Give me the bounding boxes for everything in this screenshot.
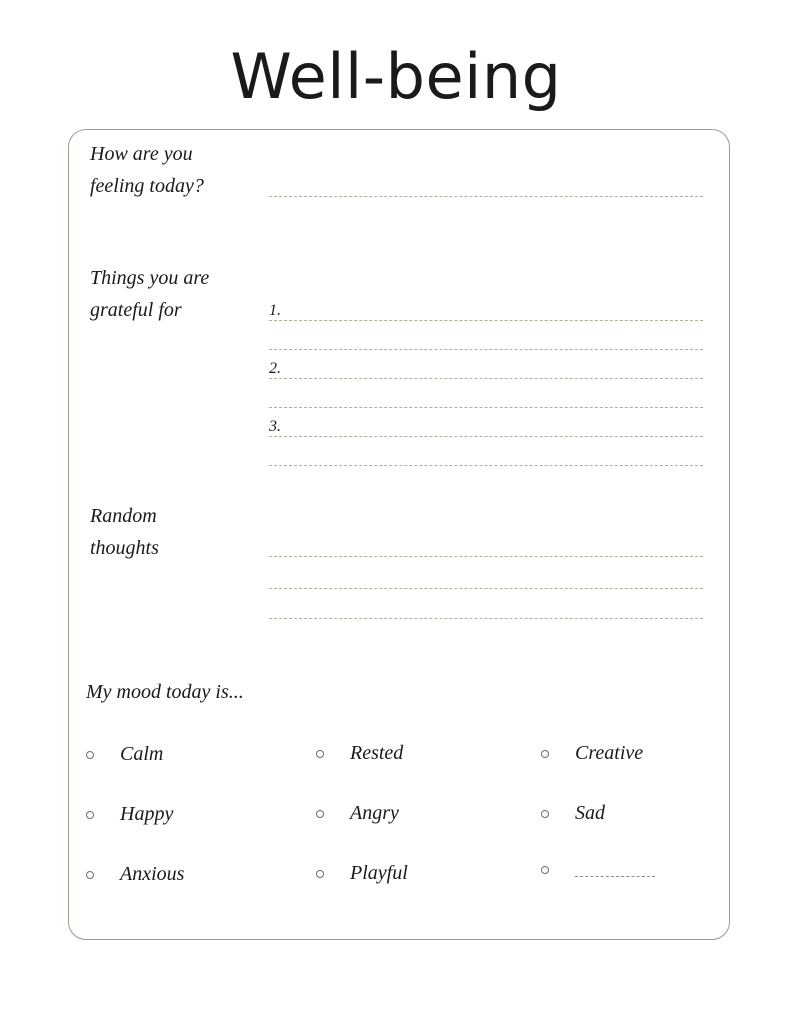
- mood-option-label: Calm: [120, 743, 164, 765]
- random-thoughts-line[interactable]: [269, 556, 703, 557]
- grateful-number-1: 1.: [269, 302, 281, 319]
- mood-option-happy[interactable]: [86, 803, 173, 826]
- mood-option-angry[interactable]: [316, 802, 399, 825]
- mood-option-label: Playful: [350, 862, 408, 884]
- mood-option-anxious[interactable]: [86, 863, 184, 886]
- feeling-label: How are you feeling today?: [90, 143, 204, 197]
- radio-circle-icon[interactable]: [541, 750, 549, 758]
- radio-circle-icon[interactable]: [316, 870, 324, 878]
- mood-option-custom[interactable]: [541, 862, 655, 877]
- mood-option-label: Anxious: [120, 863, 185, 885]
- mood-option-label: Creative: [575, 742, 644, 764]
- grateful-number-3: 3.: [269, 418, 281, 435]
- grateful-line[interactable]: [269, 436, 703, 437]
- mood-title: My mood today is...: [86, 681, 244, 703]
- radio-circle-icon[interactable]: [86, 871, 94, 879]
- mood-option-rested[interactable]: [316, 742, 403, 765]
- radio-circle-icon[interactable]: [541, 810, 549, 818]
- grateful-line[interactable]: [269, 320, 703, 321]
- radio-circle-icon[interactable]: [316, 810, 324, 818]
- mood-option-sad[interactable]: [541, 802, 605, 825]
- grateful-line[interactable]: [269, 465, 703, 466]
- mood-option-label: Angry: [350, 802, 399, 824]
- page-title: Well-being: [230, 40, 562, 113]
- radio-circle-icon[interactable]: [541, 866, 549, 874]
- mood-option-label: Sad: [575, 802, 605, 824]
- radio-circle-icon[interactable]: [86, 751, 94, 759]
- radio-circle-icon[interactable]: [316, 750, 324, 758]
- mood-option-playful[interactable]: [316, 862, 408, 885]
- grateful-line[interactable]: [269, 407, 703, 408]
- random-thoughts-label: Random thoughts: [90, 505, 159, 559]
- mood-option-label: Rested: [350, 742, 404, 764]
- random-thoughts-line[interactable]: [269, 618, 703, 619]
- grateful-line[interactable]: [269, 349, 703, 350]
- feeling-answer-line[interactable]: [269, 196, 703, 197]
- mood-option-label: Happy: [120, 803, 174, 825]
- random-thoughts-line[interactable]: [269, 588, 703, 589]
- custom-mood-line[interactable]: [575, 876, 655, 877]
- grateful-label: Things you are grateful for: [90, 267, 210, 321]
- mood-option-creative[interactable]: [541, 742, 643, 765]
- mood-option-calm[interactable]: [86, 743, 163, 766]
- grateful-number-2: 2.: [269, 360, 281, 377]
- grateful-line[interactable]: [269, 378, 703, 379]
- radio-circle-icon[interactable]: [86, 811, 94, 819]
